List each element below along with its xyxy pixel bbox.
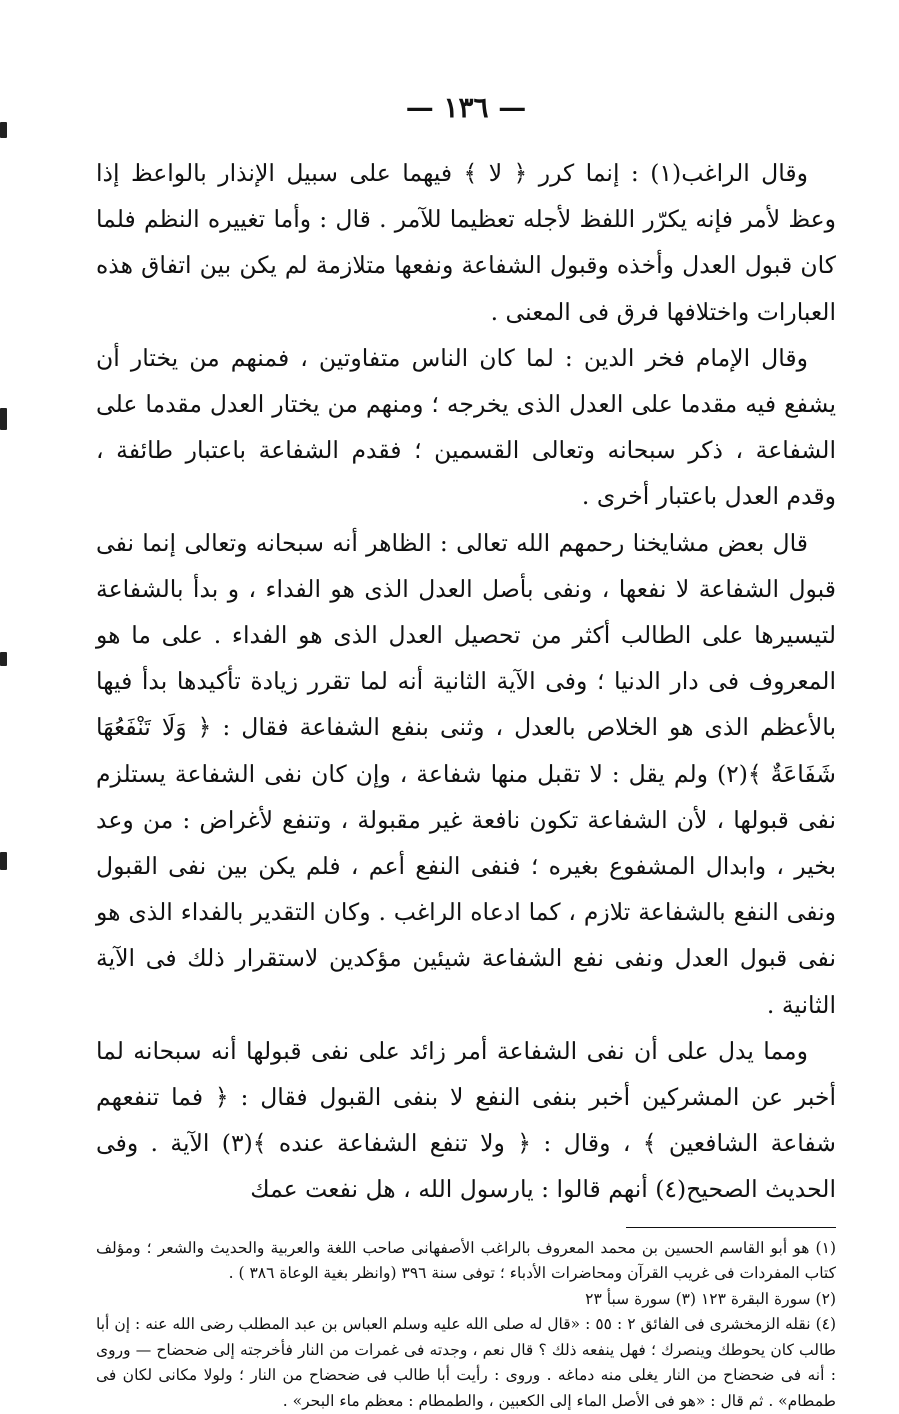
scan-edge-mark	[0, 652, 7, 666]
paragraph: ومما يدل على أن نفى الشفاعة أمر زائد على نفى قبولها أنه سبحانه لما أخبر عن المشركين أخبر بنفى النفع لا بنفى القبول فقال : ﴿ فما تنفعهم شفاعة الشافعين ﴾ ، وقال : ﴿ ولا تنفع الشفاعة عنده ﴾(٣) الآية . وفى الحديث الصحيح(٤) أنهم قالوا : يارسول الله ، هل نفعت عمك	[96, 1036, 836, 1204]
footnotes	[96, 1236, 836, 1414]
main-text	[96, 150, 836, 1213]
footnote: (٤) نقله الزمخشرى فى الفائق ٢ : ٥٥ : «قال له صلى الله عليه وسلم العباس بن عبد المطلب رضى الله عنه : إن أبا طالب كان يحوطك وينصرك ؛ فهل ينفعه ذلك ؟ قال نعم ، وجدته فى غمرات من النار فأخرجته إلى ضحضاح — وروى : أنه فى ضحضاح من النار يغلى منه دماغه . وروى : رأيت أبا طالب فى ضحضاح من النار ؛ ولولا مكانى لكان فى طمطام» . ثم قال : «هو فى الأصل الماء إلى الكعبين ، والطمطام : معظم ماء البحر» .	[96, 1315, 837, 1410]
footnote-separator	[626, 1227, 836, 1228]
paragraph: وقال الإمام فخر الدين : لما كان الناس متفاوتين ، فمنهم من يختار أن يشفع فيه مقدما على العدل الذى يخرجه ؛ ومنهم من يختار العدل مقدما على الشفاعة ، ذكر سبحانه وتعالى القسمين ؛ فقدم الشفاعة باعتبار طائفة ، وقدم العدل باعتبار أخرى .	[96, 343, 836, 511]
scan-edge-mark	[0, 852, 7, 870]
paragraph: وقال الراغب(١) : إنما كرر ﴿ لا ﴾ فيهما على سبيل الإنذار بالواعظ إذا وعظ لأمر فإنه يكرّر اللفظ لأجله تعظيما للآمر . قال : وأما تغييره النظم فلما كان قبول العدل وأخذه وقبول الشفاعة ونفعها متلازمة لم يكن بين اتفاق هذه العبارات واختلافها فرق فى المعنى .	[96, 159, 836, 326]
page-number: — ١٣٦ —	[405, 91, 527, 124]
footnote: (٢) سورة البقرة ١٢٣ (٣) سورة سبأ ٢٣	[585, 1289, 836, 1308]
scan-edge-mark	[0, 122, 7, 138]
footnote: (١) هو أبو القاسم الحسين بن محمد المعروف بالراغب الأصفهانى صاحب اللغة والعربية والحديث والشعر ؛ ومؤلف كتاب المفردات فى غريب القرآن ومحاضرات الأدباء ؛ توفى سنة ٣٩٦ (وانظر بغية الوعاة ٣٨٦ ) .	[96, 1238, 836, 1283]
paragraph: قال بعض مشايخنا رحمهم الله تعالى : الظاهر أنه سبحانه وتعالى إنما نفى قبول الشفاعة لا نفعها ، ونفى بأصل العدل الذى هو الفداء ، و بدأ بالشفاعة لتيسيرها على الطالب أكثر من تحصيل العدل الذى هو الفداء . على ما هو المعروف فى دار الدنيا ؛ وفى الآية الثانية أنه لما تقرر زيادة تأكيدها بدأ فيها بالأعظم الذى هو الخلاص بالعدل ، وثنى بنفع الشفاعة فقال : ﴿ وَلَا تَنْفَعُهَا شَفَاعَةٌ ﴾(٢) ولم يقل : لا تقبل منها شفاعة ، وإن كان نفى الشفاعة يستلزم نفى قبولها ، لأن الشفاعة تكون نافعة غير مقبولة ، وتنفع لأغراض : من وعد بخير ، وابدال المشفوع بغيره ؛ فنفى النفع أعم ، فلم يكن بين نفى القبول ونفى النفع بالشفاعة تلازم ، كما ادعاه الراغب . وكان التقدير بالفداء الذى هو نفى قبول العدل ونفى نفع الشفاعة شيئين مؤكدين لاستقرار ذلك فى الآية الثانية .	[96, 528, 836, 1019]
scan-edge-mark	[0, 408, 7, 430]
book-page	[96, 84, 837, 1410]
